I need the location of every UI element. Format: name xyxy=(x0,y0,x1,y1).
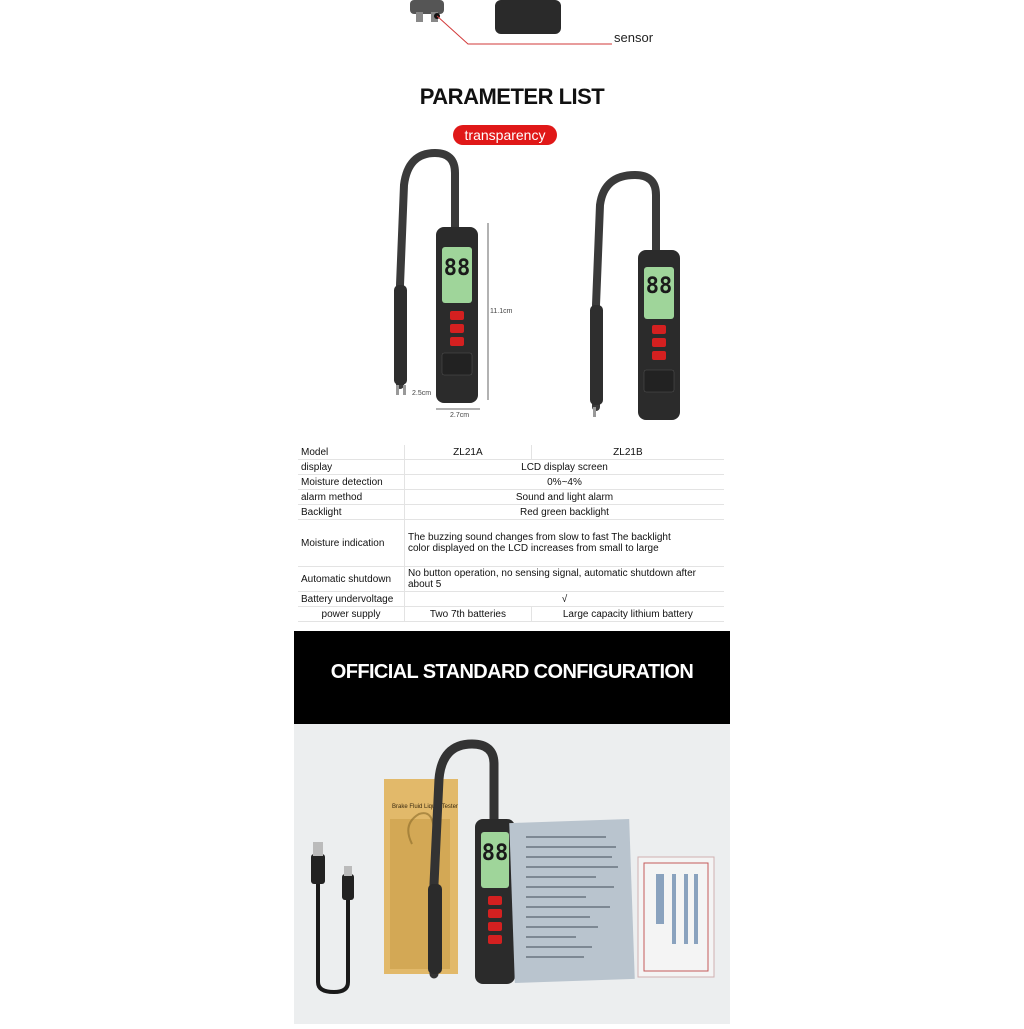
lcd-digits: 88 xyxy=(481,841,509,866)
button-red xyxy=(652,338,666,347)
config-items-illustration xyxy=(294,724,730,1024)
config-title: OFFICIAL STANDARD CONFIGURATION xyxy=(330,661,694,683)
table-row xyxy=(298,567,724,592)
table-cell: Model xyxy=(298,445,405,460)
transparency-badge: transparency xyxy=(453,125,557,145)
table-cell: 0%~4% xyxy=(405,475,725,490)
height-dimension-label: 11.1cm xyxy=(490,308,513,315)
lcd-digits: 88 xyxy=(645,274,673,299)
box-label: Brake Fluid Liquid Tester xyxy=(392,804,458,810)
table-row xyxy=(298,475,724,490)
instruction-manual xyxy=(509,819,635,983)
button-red xyxy=(450,324,464,333)
table-cell: display xyxy=(298,460,405,475)
table-cell: Two 7th batteries xyxy=(405,607,532,622)
table-cell: No button operation, no sensing signal, automatic shutdown after about 5 xyxy=(405,567,725,592)
table-cell: Battery undervoltage xyxy=(298,592,405,607)
table-cell: Moisture detection xyxy=(298,475,405,490)
probe-pin-left xyxy=(416,12,423,22)
table-cell: power supply xyxy=(298,607,405,622)
table-cell: Sound and light alarm xyxy=(405,490,725,505)
button-red xyxy=(652,351,666,360)
table-cell: Automatic shutdown xyxy=(298,567,405,592)
table-row xyxy=(298,460,724,475)
button-red xyxy=(450,311,464,320)
depth-dimension-label: 2.5cm xyxy=(412,390,432,397)
device-zl21a xyxy=(394,153,513,419)
parameter-list-title: PARAMETER LIST xyxy=(419,84,605,109)
table-row xyxy=(298,592,724,607)
usb-cable xyxy=(311,842,354,992)
table-cell: ZL21B xyxy=(531,445,724,460)
table-row xyxy=(298,505,724,520)
table-cell: Backlight xyxy=(298,505,405,520)
device-comparison-illustration xyxy=(380,145,710,430)
table-row xyxy=(298,490,724,505)
device-zl21b xyxy=(590,175,680,420)
button-red xyxy=(450,337,464,346)
spec-table xyxy=(298,445,724,622)
certificate-card xyxy=(638,857,714,977)
table-row xyxy=(298,445,724,460)
table-cell: alarm method xyxy=(298,490,405,505)
product-box xyxy=(384,779,458,974)
table-cell: √ xyxy=(405,592,725,607)
table-row xyxy=(298,607,724,622)
table-cell: The buzzing sound changes from slow to fast The backlight color displayed on the LCD increases from small to large xyxy=(405,520,725,567)
table-cell: Large capacity lithium battery xyxy=(531,607,724,622)
config-photo xyxy=(294,724,730,1024)
table-cell: ZL21A xyxy=(405,445,532,460)
device-base xyxy=(495,0,561,34)
table-cell: Red green backlight xyxy=(405,505,725,520)
top-sensor-area xyxy=(0,0,1024,60)
button-red xyxy=(652,325,666,334)
sensor-label: sensor xyxy=(614,30,654,45)
table-cell: Moisture indication xyxy=(298,520,405,567)
table-cell: LCD display screen xyxy=(405,460,725,475)
probe-tip xyxy=(410,0,444,14)
table-row xyxy=(298,520,724,567)
lcd-digits: 88 xyxy=(443,256,471,281)
width-dimension-label: 2.7cm xyxy=(450,412,470,419)
sensor-illustration xyxy=(0,0,1024,60)
